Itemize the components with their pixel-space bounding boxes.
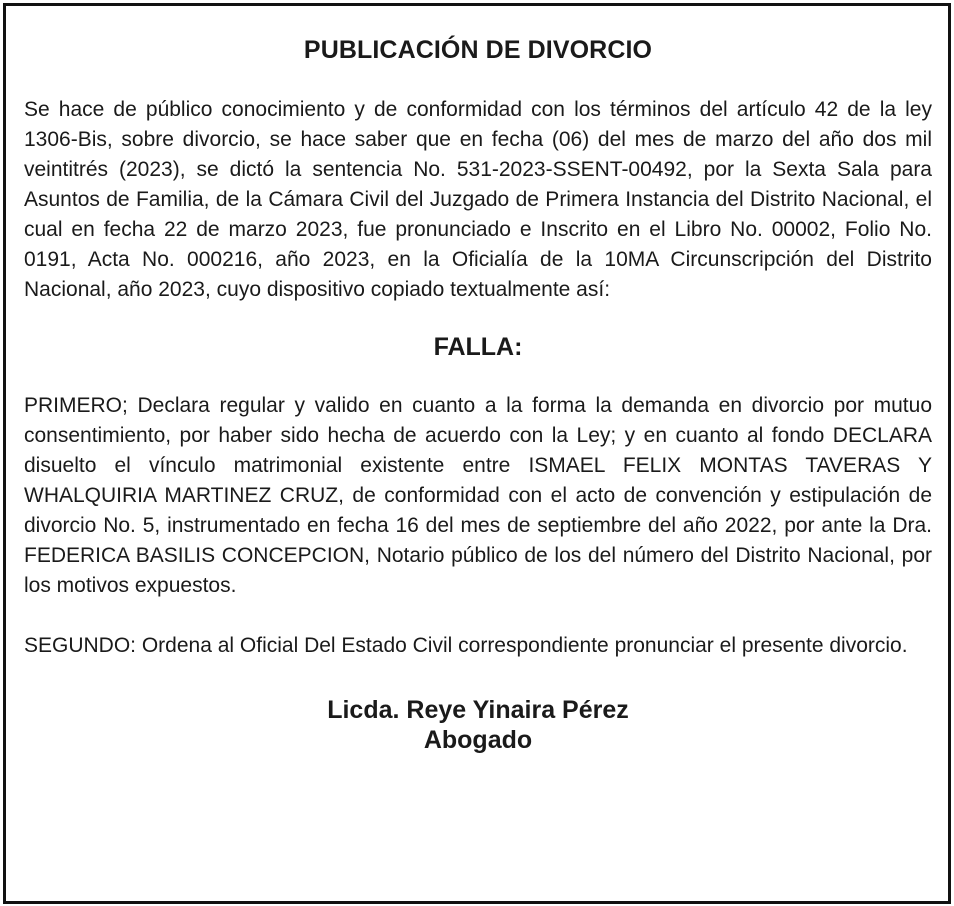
segundo-paragraph: SEGUNDO: Ordena al Oficial Del Estado Civil correspondiente pronunciar el presente divorcio. (24, 634, 908, 657)
signature-role: Abogado (423, 726, 533, 754)
notice-content (24, 6, 932, 755)
intro-paragraph: Se hace de público conocimiento y de conformidad con los términos del artículo 42 de la ley 1306-Bis, sobre divorcio, se hace saber que en fecha (06) del mes de marzo del año dos mil veintitrés (2023), se dictó la sentencia No. 531-2023-SSENT-00492, por la Sexta Sala para Asuntos de Familia, de la Cámara Civil del Juzgado de Primera Instancia del Distrito Nacional, el cual en fecha 22 de marzo 2023, fue pronunciado e Inscrito en el Libro No. 00002, Folio No. 0191, Acta No. 000216, año 2023, en la Oficialía de la 10MA Circunscripción del Distrito Nacional, año 2023, cuyo dispositivo copiado textualmente así: (24, 98, 932, 301)
primero-paragraph: PRIMERO; Declara regular y valido en cuanto a la forma la demanda en divorcio por mutuo consentimiento, por haber sido hecha de acuerdo con la Ley; y en cuanto al fondo DECLARA disuelto el vínculo matrimonial existente entre ISMAEL FELIX MONTAS TAVERAS Y WHALQUIRIA MARTINEZ CRUZ, de conformidad con el acto de convención y estipulación de divorcio No. 5, instrumentado en fecha 16 del mes de septiembre del año 2022, por ante la Dra. FEDERICA BASILIS CONCEPCION, Notario público de los del número del Distrito Nacional, por los motivos expuestos. (24, 394, 932, 597)
ruling-heading: FALLA: (433, 333, 523, 361)
notice-frame (3, 3, 951, 904)
signature-name: Licda. Reye Yinaira Pérez (327, 696, 629, 724)
notice-title: PUBLICACIÓN DE DIVORCIO (303, 36, 653, 64)
signature-block (24, 695, 932, 755)
